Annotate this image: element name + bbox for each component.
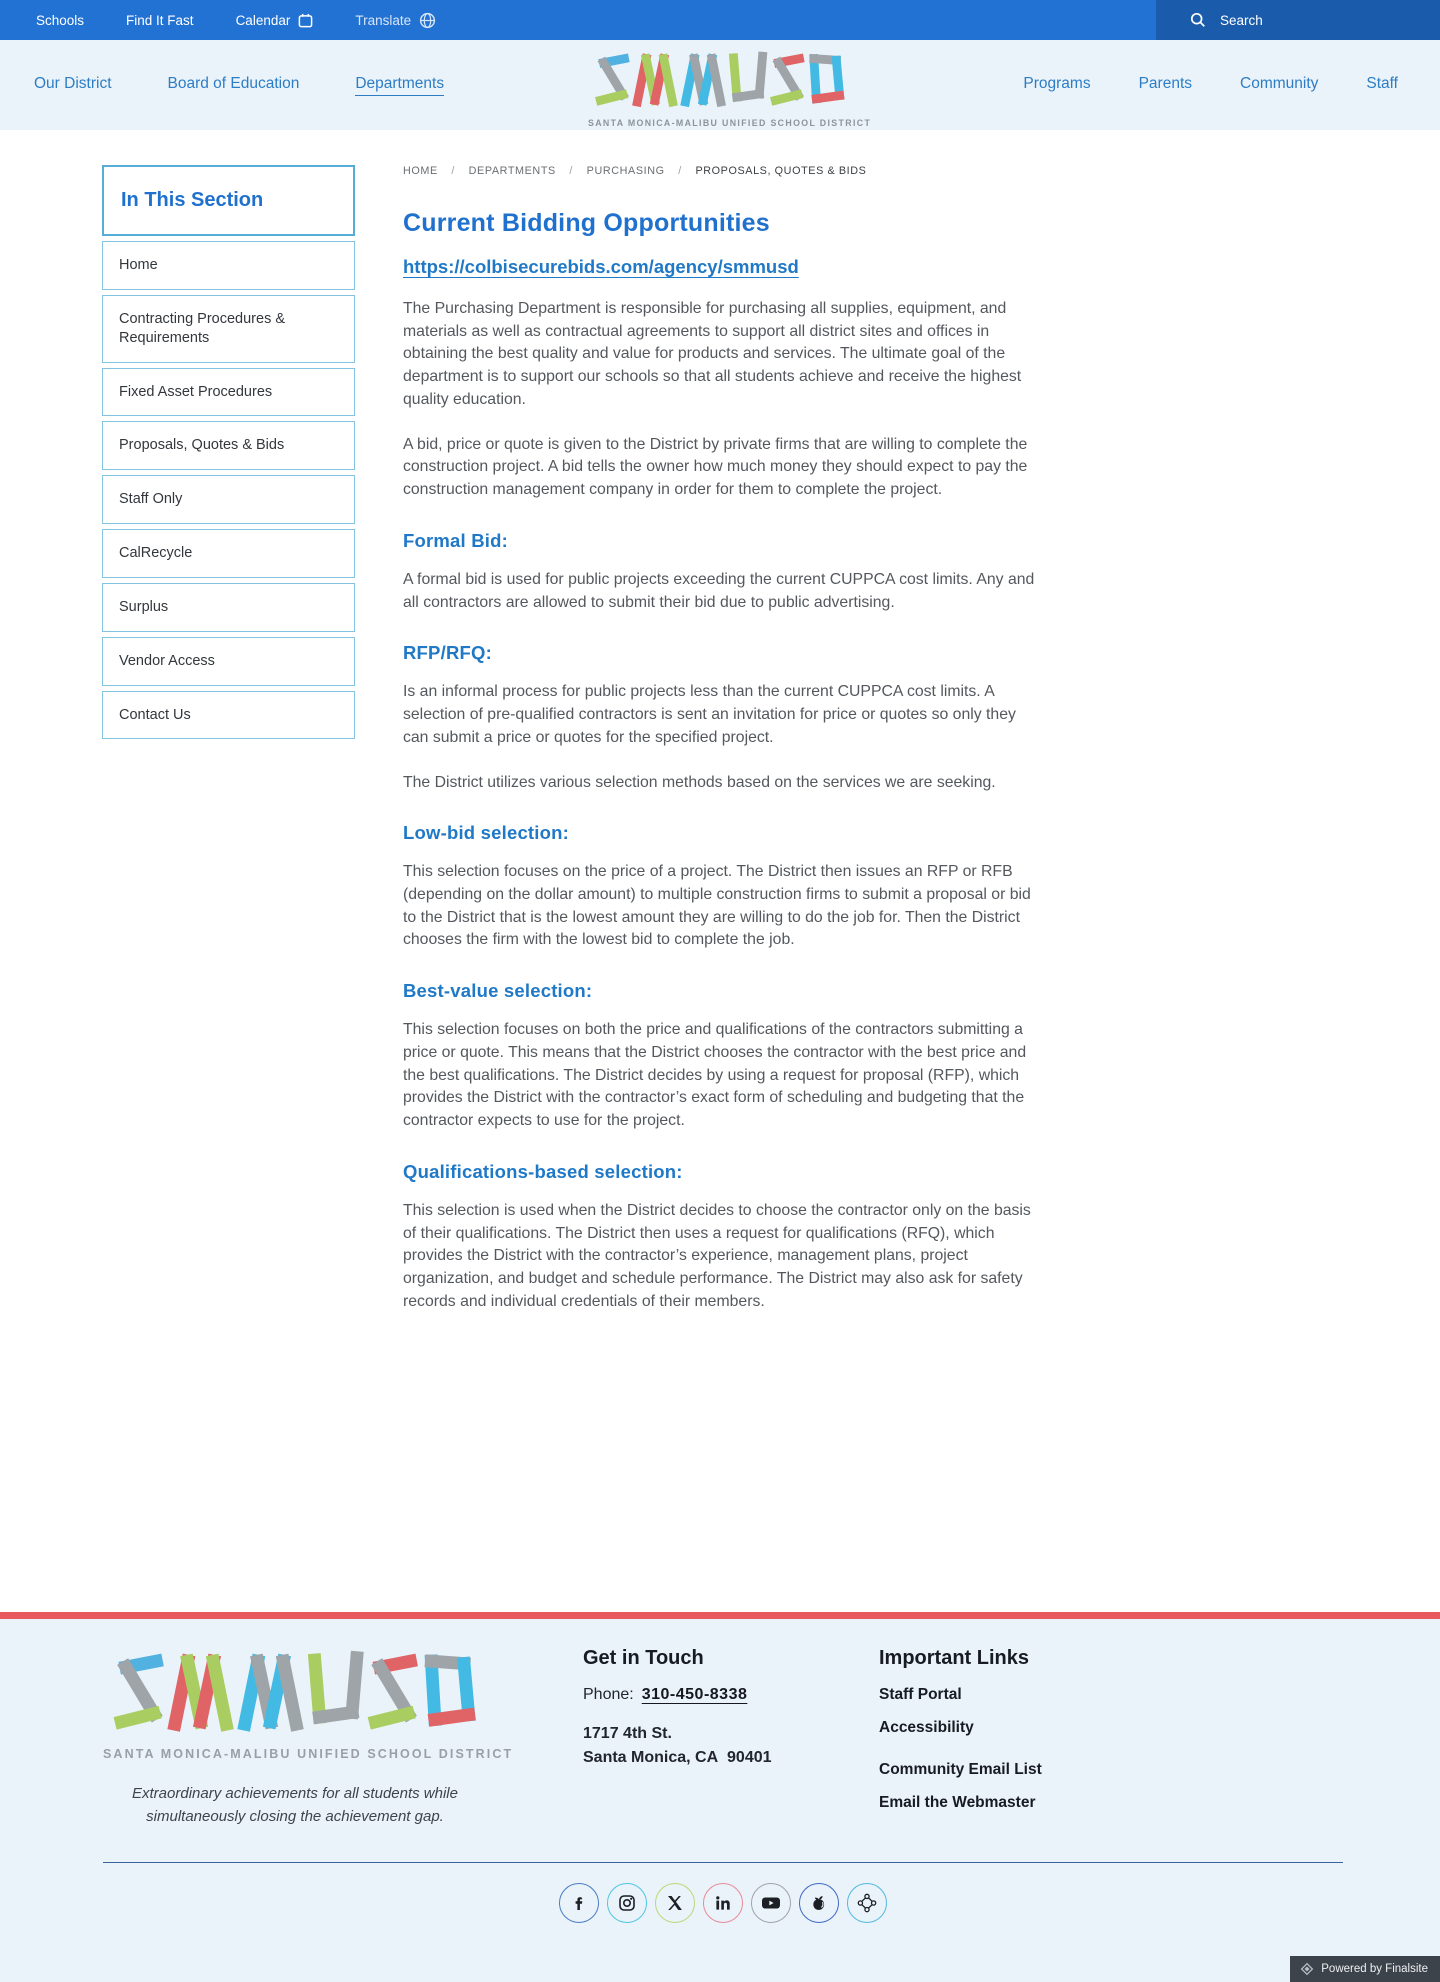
bidding-portal-link[interactable]: https://colbisecurebids.com/agency/smmusd xyxy=(403,256,799,277)
important-links-section xyxy=(879,1647,1042,1827)
footer-link-community-email-list[interactable]: Community Email List xyxy=(879,1761,1042,1778)
nav-item-parents[interactable]: Parents xyxy=(1138,75,1192,92)
get-in-touch-section xyxy=(583,1647,833,1770)
nav-item-community[interactable]: Community xyxy=(1240,75,1319,92)
translate-link[interactable] xyxy=(355,12,436,29)
footer-link-staff-portal[interactable]: Staff Portal xyxy=(879,1686,962,1703)
rfp-rfq-paragraph-2: The District utilizes various selection methods based on the services we are seeking. xyxy=(403,773,996,791)
footer-district-name: SANTA MONICA-MALIBU UNIFIED SCHOOL DISTRICT xyxy=(103,1747,514,1761)
breadcrumb-separator: / xyxy=(569,165,574,177)
sidebar-item-contracting-procedures[interactable]: Contracting Procedures & Requirements xyxy=(102,295,355,363)
intro-paragraph-1: The Purchasing Department is responsible for purchasing all supplies, equipment, and materials as well as contractual agreements to support all district sites and offices in obtaining the best quality and value for products and services. The ultimate goal of the department is to support our schools so that all students achieve and receive the highest quality education. xyxy=(403,300,1022,408)
footer xyxy=(0,1612,1440,1982)
main-content xyxy=(403,165,1039,1336)
breadcrumb-home[interactable]: HOME xyxy=(403,165,438,177)
sidebar-item-staff-only[interactable]: Staff Only xyxy=(102,475,355,524)
main-navigation xyxy=(0,40,1440,130)
instagram-icon[interactable] xyxy=(607,1883,647,1923)
schools-link[interactable] xyxy=(36,13,84,28)
footer-tagline: Extraordinary achievements for all students while simultaneously closing the achievement gap. xyxy=(132,1785,458,1825)
sidebar-item-fixed-asset-procedures[interactable]: Fixed Asset Procedures xyxy=(102,368,355,417)
footer-accent-bar xyxy=(0,1612,1440,1619)
search-button[interactable] xyxy=(1156,0,1440,40)
footer-divider xyxy=(103,1862,1343,1863)
nav-right xyxy=(1023,75,1406,95)
breadcrumb-current-page: PROPOSALS, QUOTES & BIDS xyxy=(695,165,867,177)
footer-logo-block[interactable] xyxy=(103,1647,514,1828)
heading-rfp-rfq: RFP/RFQ: xyxy=(403,642,492,664)
peachjar-icon[interactable] xyxy=(799,1883,839,1923)
globe-icon xyxy=(419,12,436,29)
sidebar-item-home[interactable]: Home xyxy=(102,241,355,290)
utility-bar xyxy=(0,0,1440,40)
footer-main xyxy=(0,1619,1440,1982)
sidebar-item-surplus[interactable]: Surplus xyxy=(102,583,355,632)
nav-item-our-district[interactable]: Our District xyxy=(34,75,112,92)
search-icon xyxy=(1190,12,1206,28)
social-links xyxy=(3,1883,1440,1923)
section-navigation xyxy=(102,165,355,744)
calendar-link[interactable] xyxy=(236,13,314,28)
search-label: Search xyxy=(1220,12,1263,28)
district-name: SANTA MONICA-MALIBU UNIFIED SCHOOL DISTRICT xyxy=(588,118,872,128)
sidebar-item-vendor-access[interactable]: Vendor Access xyxy=(102,637,355,686)
important-links-title: Important Links xyxy=(879,1647,1030,1669)
breadcrumb-departments[interactable]: DEPARTMENTS xyxy=(468,165,556,177)
powered-by-finalsite-badge[interactable] xyxy=(1290,1956,1440,1982)
find-it-fast-link[interactable] xyxy=(126,13,194,28)
heading-low-bid-selection: Low-bid selection: xyxy=(403,822,569,844)
page-body xyxy=(0,130,1440,1612)
sidebar-item-proposals-quotes-bids[interactable]: Proposals, Quotes & Bids xyxy=(102,421,355,470)
heading-best-value-selection: Best-value selection: xyxy=(403,980,593,1002)
nav-item-staff[interactable]: Staff xyxy=(1366,75,1398,92)
formal-bid-paragraph: A formal bid is used for public projects exceeding the current CUPPCA cost limits. Any and all contractors are allowed to submit their bid due to public advertising. xyxy=(403,570,1035,611)
linkedin-icon[interactable] xyxy=(703,1883,743,1923)
finalsite-icon xyxy=(1300,1962,1314,1976)
breadcrumb-separator: / xyxy=(451,165,456,177)
best-value-paragraph: This selection focuses on both the price and qualifications of the contractors submitting a price or quote. This means that the District chooses the contractor with the best price and the best qualifications. The District decides by using a request for proposal (RFP), which provides the District with the contractor’s exact form of scheduling and budgeting that the contractor expects to use for the project. xyxy=(403,1021,1027,1130)
translate-label: Translate xyxy=(355,12,412,28)
footer-link-accessibility[interactable]: Accessibility xyxy=(879,1719,974,1736)
nav-item-departments[interactable]: Departments xyxy=(355,75,444,96)
x-twitter-icon[interactable] xyxy=(655,1883,695,1923)
footer-link-email-the-webmaster[interactable]: Email the Webmaster xyxy=(879,1794,1036,1811)
qualifications-based-paragraph: This selection is used when the District decides to choose the contractor only on the basis of their qualifications. The District then uses a request for qualifications (RFQ), which provides the District with the contractor’s experience, management plans, project organization, and budget and schedule performance. The District may also ask for safety records and individual credentials of their members. xyxy=(403,1201,1031,1310)
sidebar-item-contact-us[interactable]: Contact Us xyxy=(102,691,355,740)
rfp-rfq-paragraph-1: Is an informal process for public projects less than the current CUPPCA cost limits. A selection of pre-qualified contractors is sent an invitation for price or quotes so only they can submit a price or quotes for the specified project. xyxy=(403,683,1016,746)
breadcrumb xyxy=(403,165,1039,177)
page-title: Current Bidding Opportunities xyxy=(403,209,770,237)
utility-links xyxy=(0,0,436,40)
section-nav-header xyxy=(102,165,355,236)
breadcrumb-separator: / xyxy=(678,165,682,177)
smmusd-footer-logo-icon xyxy=(105,1647,485,1736)
phone-row xyxy=(583,1686,833,1704)
address-line-2: Santa Monica, CA 90401 xyxy=(583,1749,772,1766)
address-line-1: 1717 4th St. xyxy=(583,1725,672,1742)
calendar-icon xyxy=(298,13,313,28)
heading-formal-bid: Formal Bid: xyxy=(403,529,508,551)
section-nav-title: In This Section xyxy=(121,189,264,211)
heading-qualifications-based-selection: Qualifications-based selection: xyxy=(403,1160,683,1182)
network-sites-icon[interactable] xyxy=(847,1883,887,1923)
nav-left xyxy=(34,75,444,96)
breadcrumb-purchasing[interactable]: PURCHASING xyxy=(586,165,665,177)
get-in-touch-title: Get in Touch xyxy=(583,1647,704,1669)
schools-label: Schools xyxy=(36,12,85,28)
calendar-label: Calendar xyxy=(235,12,291,28)
nav-item-board-of-education[interactable]: Board of Education xyxy=(167,75,300,92)
facebook-icon[interactable] xyxy=(559,1883,599,1923)
district-logo[interactable] xyxy=(588,49,872,128)
address xyxy=(583,1722,833,1770)
intro-paragraph-2: A bid, price or quote is given to the District by private firms that are willing to complete the construction project. A bid tells the owner how much money they should expect to pay the construction management company in order for them to complete the project. xyxy=(403,435,1028,499)
phone-label: Phone: xyxy=(583,1686,634,1703)
phone-link[interactable]: 310-450-8338 xyxy=(641,1686,748,1703)
youtube-icon[interactable] xyxy=(751,1883,791,1923)
sidebar-item-calrecycle[interactable]: CalRecycle xyxy=(102,529,355,578)
smmusd-logo-icon xyxy=(589,49,851,110)
find-it-fast-label: Find It Fast xyxy=(126,12,194,28)
powered-by-label: Powered by Finalsite xyxy=(1321,1963,1428,1975)
low-bid-paragraph: This selection focuses on the price of a project. The District then issues an RFP or RFB (depending on the dollar amount) to multiple construction firms to submit a proposal or bid to the District that is the lowest amount they are willing to do the job for. Then the District chooses the firm with the lowest bid to complete the job. xyxy=(403,863,1031,949)
nav-item-programs[interactable]: Programs xyxy=(1023,75,1091,92)
